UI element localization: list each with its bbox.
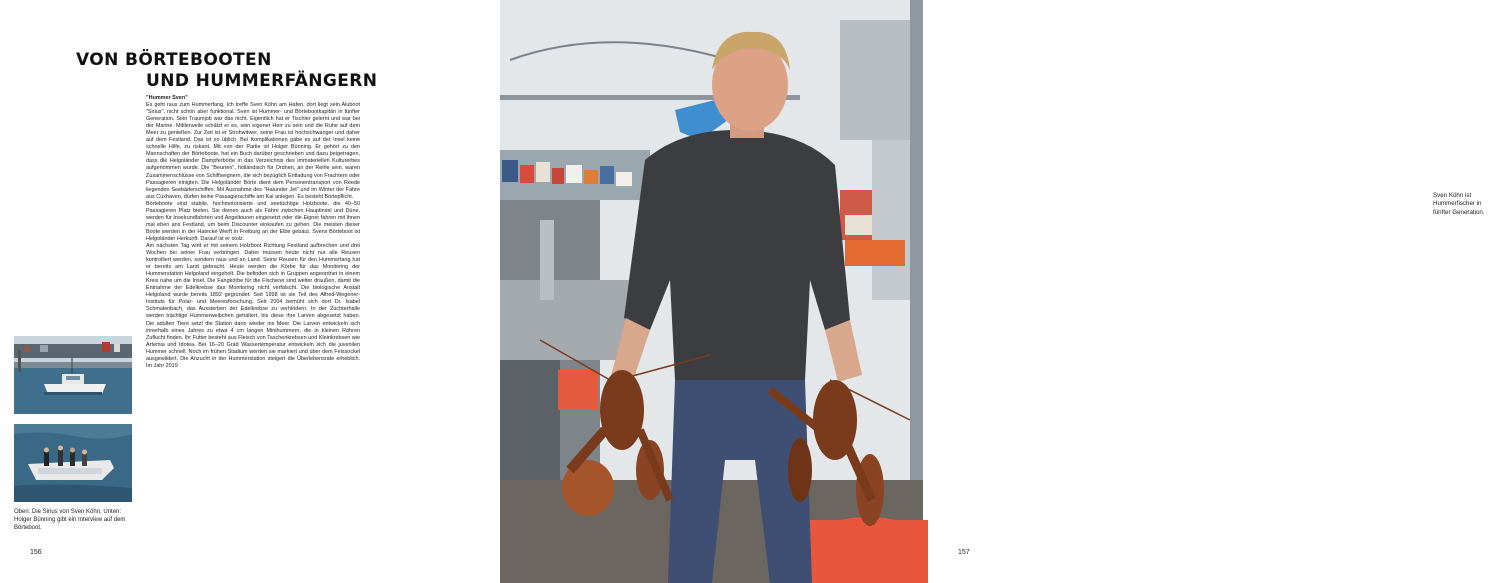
- article-subheading: "Hummer Sven": [146, 95, 188, 101]
- paragraph-2: Börteboote sind stabile, hochmotorisierte und seetüchtige Holzboote, die 40–50 Passagieren Platz bieten. Sie dienen auch als Fähre zwischen Hauptinsel und Düne, werden für Inselrundfahrten und Angeltouren eingesetzt oder die Eigner fahren mit ihnen mal eben ans Festland, um beim Discounter einkaufen zu gehen. Die meisten dieser Boote werden in der Hatecke Werft in Freiburg an der Elbe gebaut. Svens Börteboot ist Helgoländer Herkunft. Darauf ist er stolz.: [146, 200, 360, 242]
- caption-right: Sven Köhn ist Hummerfischer in fünfter Generation.: [1433, 192, 1485, 216]
- left-page: [0, 0, 500, 583]
- paragraph-1: Es geht raus zum Hummerfang. Ich treffe Sven Köhn am Hafen, dort liegt sein Aluboot "Sirius", nicht schön aber funktional. Sven ist Hummer- und Börtebootkapitän in fünfter Generation. Sein Traumjob war das nicht. Eigentlich hat er Tischler gelernt und war bei der Marine. Mittlerweile schätzt er es, sein eigener Herr zu sein und die Ruhe auf dem Meer zu genießen. Zur Zeit ist er Strohwitwer, seine Frau ist hochschwanger und daher auf dem Festland. Das ist so üblich. Bei Komplikationen gäbe es auf der Insel keine schnelle Hilfe, zu riskant. Mit von der Partie ist Holger Bünning. Er gehört zu den Mannschaften der Börteboote, hat ein Buch darüber geschrieben und dazu beigetragen, dass die Helgoländer Dampferbörte in das Verzeichnis des immateriellen Kulturerbes aufgenommen wurde. Die "Beurten", holländisch für Ordnen, an der Reihe sein, waren Zusammenschlüsse von Schiffseignern, die sich bezüglich Entladung von Frachtern oder Passagieren einigten. Die Helgoländer Börte dient dem Personentransport von Reede liegenden Seebäderschiffen. Mit Ausnahme des "Halunder Jet" und im Winter der Fähre aus Cuxhaven, dürfen keine Passagierschiffe am Kai anlegen. Es besteht Börtepflicht.: [146, 102, 360, 200]
- article-body: [146, 95, 360, 370]
- photo-interview-boat: [14, 424, 132, 502]
- title-line-2: UND HUMMERFÄNGERN: [146, 71, 378, 91]
- caption-left: Oben: Die Sirius von Sven Köhn. Unten: Holger Bünning gibt ein Interview auf dem Börteboot.: [14, 509, 126, 531]
- page-number-left: 156: [30, 549, 42, 556]
- photo-hummer-sven: [500, 0, 923, 583]
- right-page: [500, 0, 1485, 583]
- article-title: [76, 50, 377, 92]
- title-line-1: VON BÖRTEBOOTEN: [76, 50, 272, 70]
- photo-sirius-boat: [14, 336, 132, 414]
- page-number-right: 157: [958, 549, 970, 556]
- paragraph-3: Am nächsten Tag wird er mit seinem Holzboot Richtung Festland aufbrechen und drei Wochen bei seiner Frau verbringen. Daher müssen heute nicht nur alle Reusen kontrolliert werden, sondern raus und an Land. Seine Reusen für den Hummerfang hat er bereits am Land gebracht. Heute werden die Körbe für das Monitoring der Hummerstation Helgoland eingeholt. Die befinden sich in Gruppen angeordnet in einem Kreis nahe um die Insel. Die Fangkörbe für die Fischerei sind weiter draußen, damit die Entnahme der Edelkrebse das Monitoring nicht verfälscht. Die biologische Anstalt Helgoland wurde bereits 1892 gegründet. Seit 1998 ist sie Teil des Alfred-Wegener-Instituts für Polar- und Meeresforschung. Seit 2004 bemüht sich dort Dr. Isabel Schmalenbach, das Aussterben der Edelkrebse zu verhindern. In der Züchterhalle werden trächtige Hummerweibchen gehältert, bis diese ihre Larven abgesetzt haben. Die adulten Tiere setzt die Station dann wieder ins Meer. Die Larven entwickeln sich innerhalb eines Jahres zu etwa 4 cm langen Minihummern, die in kleinen Röhren Zuflucht finden. Ihr Futter besteht aus Fleisch von Taschenkrebsen und Kleinkrebsen wie Artemia und Idotea. Bei 16–20 Grad Wassertemperatur entwickeln sich die juvenilen Hummer schnell. Noch im frühen Stadium werden sie markiert und über dem Felssockel ausgewildert. Die Anzucht in der Hummerstation steigert die Überlebensrate erheblich. Im Jahr 2019: [146, 242, 360, 369]
